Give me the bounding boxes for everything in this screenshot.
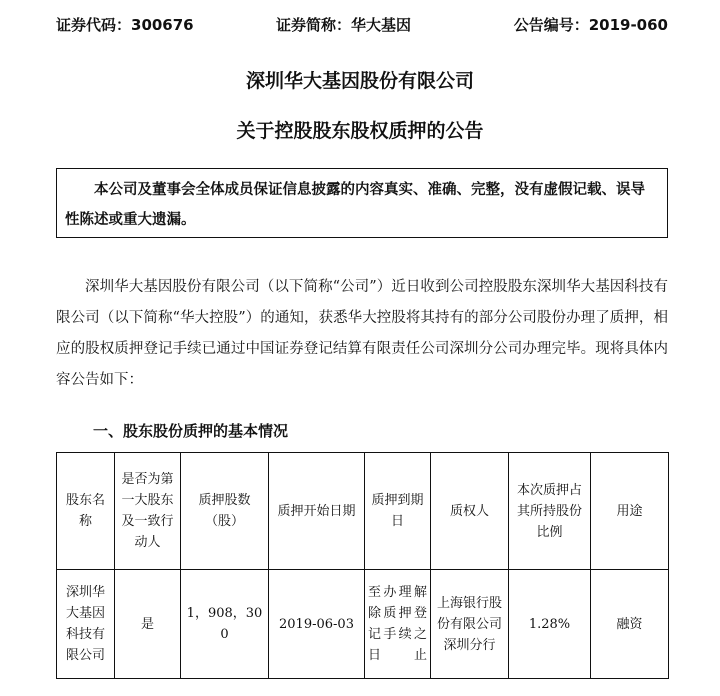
section-title: 一、股东股份质押的基本情况	[93, 422, 289, 440]
table-row	[57, 570, 669, 679]
cell-purpose: 融资	[591, 570, 669, 679]
cell-shareholder: 深圳华大基因科技有限公司	[57, 570, 115, 679]
header-cell-is-largest: 是否为第一大股东及一致行动人	[115, 453, 181, 570]
header-cell-shareholder: 股东名称	[57, 453, 115, 570]
header-cell-pledgee: 质权人	[431, 453, 509, 570]
header-cell-purpose: 用途	[591, 453, 669, 570]
stock-abbreviation: 证券简称：华大基因	[276, 16, 412, 34]
cell-ratio: 1.28%	[509, 570, 591, 679]
cell-is-largest: 是	[115, 570, 181, 679]
notice-number: 公告编号：2019-060	[513, 16, 668, 34]
cell-pledgee: 上海银行股份有限公司深圳分行	[431, 570, 509, 679]
cell-shares: 1，908，300	[181, 570, 269, 679]
cell-start-date: 2019-06-03	[269, 570, 365, 679]
disclosure-notice-box: 本公司及董事会全体成员保证信息披露的内容真实、准确、完整，没有虚假记载、误导性陈述或重大遗漏。	[56, 168, 668, 238]
cell-end-date: 至办理解除质押登记手续之日止	[365, 570, 431, 679]
header-cell-end-date: 质押到期日	[365, 453, 431, 570]
company-title: 深圳华大基因股份有限公司	[245, 70, 474, 92]
table-header-row	[57, 453, 669, 570]
announcement-subject: 关于控股股东股权质押的公告	[236, 120, 484, 142]
stock-code: 证券代码：300676	[56, 16, 194, 34]
pledge-table	[56, 452, 669, 679]
body-paragraph: 深圳华大基因股份有限公司（以下简称“公司”）近日收到公司控股股东深圳华大基因科技有限公司（以下简称“华大控股”）的通知，获悉华大控股将其持有的部分公司股份办理了质押，相应的股权质押登记手续已通过中国证券登记结算有限责任公司深圳分公司办理完毕。现将具体内容公告如下：	[56, 279, 668, 388]
header-cell-start-date: 质押开始日期	[269, 453, 365, 570]
header-row	[56, 10, 668, 36]
header-cell-shares: 质押股数（股）	[181, 453, 269, 570]
header-cell-ratio: 本次质押占其所持股份比例	[509, 453, 591, 570]
